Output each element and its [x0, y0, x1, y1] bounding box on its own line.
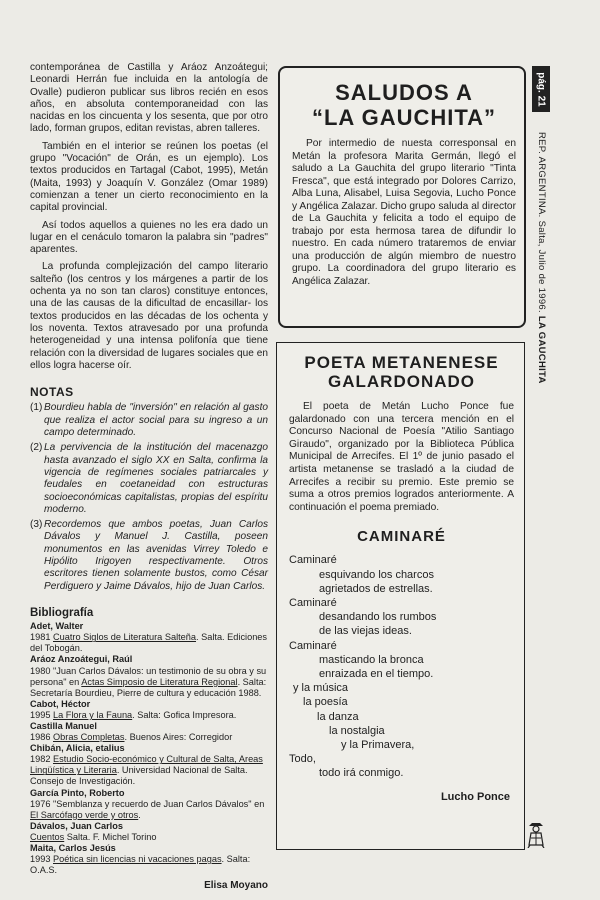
saludos-title-line1: SALUDOS A — [335, 80, 473, 105]
bibliography-author: García Pinto, Roberto — [30, 787, 125, 798]
poem-line: la nostalgia — [329, 724, 385, 737]
saludos-box — [278, 66, 526, 328]
bibliography-entry — [30, 621, 268, 654]
notes-heading: NOTAS — [30, 385, 74, 400]
bibliography-work-title: La Flora y la Fauna — [53, 709, 133, 720]
saludos-body: Por intermedio de nuesta corresponsal en Metán la profesora Marita Germán, llegó el saludo a La Gauchita del grupo literario "Tinta Fresca", que está integrado por Dolores Carrizo, Alba Luna, Alisabel, Luisa Segovia, Lucho Ponce y Angélica Zalazar. Dicho grupo saluda al director de La Gauchita y felicita a todo el equipo de trabajo por esta hermosa tarea de difundir lo nuestro. En cada número trataremos de enviar una producción de algún miembro de nuestro grupo. La coordinadora del grupo literario es Angélica Zalazar. — [292, 138, 516, 287]
bibliography-list — [30, 621, 268, 876]
poem-line: Caminaré — [289, 596, 337, 609]
bibliography-author: Adet, Walter — [30, 621, 84, 632]
bibliography-work-title: Obras Completas — [53, 732, 125, 743]
poem-line: masticando la bronca — [319, 653, 424, 666]
article-author: Elisa Moyano — [204, 880, 268, 892]
bibliography-author: Chibán, Alicia, etalius — [30, 743, 125, 754]
notes-list — [30, 402, 268, 592]
bibliography-reference: 1993 Poética sin licencias ni vacaciones pagas. Salta: O.A.S. — [30, 854, 251, 876]
bibliography-reference: 1995 La Flora y la Fauna. Salta: Gofica Impresora. — [30, 709, 237, 720]
bibliography-reference: 1980 "Juan Carlos Dávalos: un testimonio de su obra y su persona" en Actas Simposio de Literatura Regional. Salta: Secretaría Bourdieu, Pierre de cultura y educación 1988. — [30, 665, 267, 698]
bibliography-reference: 1986 Obras Completas. Buenos Aires: Corregidor — [30, 732, 233, 743]
poeta-title — [289, 353, 514, 391]
bibliography-reference: 1982 Estudio Socio-económico y Cultural de Salta, Areas Lingüística y Literaria. Universidad Nacional de Salta. Consejo de Investigación. — [30, 754, 263, 787]
note-text: La pervivencia de la institución del macenazgo hasta avanzado el siglo XX en Salta, confirma la vigencia de regímenes sociales patriarcales y feudales en coetaneidad con estructuras socioeconómicas capitalistas, propias del espíritu moderno. — [44, 442, 268, 515]
bibliography-work-title: Estudio Socio-económico y Cultural de Salta, Areas Lingüística y Literaria — [30, 754, 263, 776]
bibliography-entry — [30, 821, 268, 843]
running-header-publication: LA GAUCHITA — [536, 315, 547, 384]
bibliography-reference: 1981 Cuatro Siglos de Literatura Salteña. Salta. Ediciones del Tobogán. — [30, 632, 268, 654]
poem-title: CAMINARÉ — [357, 528, 446, 546]
poem — [289, 553, 514, 780]
poem-line: todo irá conmigo. — [319, 767, 404, 780]
bibliography-entry — [30, 788, 268, 821]
note-text: Recordemos que ambos poetas, Juan Carlos Dávalos y Manuel J. Castilla, poseen monumentos en las avenidas Virrey Toledo e Hipólito Irigoyen respectivamente. Otros escritores tienen solamente bustos, como César Perdiguero y Jaime Dávalos, hijo de Juan Carlos. — [44, 519, 268, 592]
poem-line: Caminaré — [289, 639, 337, 652]
poem-line: la poesía — [303, 696, 348, 709]
note-number: (3) — [30, 519, 43, 531]
poem-line: desandando los rumbos — [319, 611, 437, 624]
poem-line: agrietados de estrellas. — [319, 582, 433, 595]
running-header-place-date: REP. ARGENTINA. Salta, Julio de 1996. — [536, 132, 547, 313]
poem-line: enraizada en el tiempo. — [319, 667, 434, 680]
poem-line: esquivando los charcos — [319, 568, 434, 581]
saludos-title — [292, 80, 516, 130]
bibliography-author: Cabot, Héctor — [30, 698, 91, 709]
page-number: pág. 21 — [535, 71, 547, 107]
bibliography-work-title: El Sarcófago verde y otros — [30, 809, 139, 820]
poeta-box — [276, 342, 525, 850]
poeta-body: El poeta de Metán Lucho Ponce fue galardonado con una tercera mención en el Concurso Nacional de Poesía "Atilio Santiago Giraudo", organizado por la Biblioteca Pública Municipal de Arrecifes. El 1º de junio pasado el artista metanense se trasladó a la ciudad de Arrecifes a recibir su premio. Este premio se suma a otros premios logrados anteriormente. A continuación el poema premiado. — [289, 401, 514, 513]
note-text: Bourdieu habla de "inversión" en relación al gasto que realiza el actor social para su ingreso a un campo determinado. — [44, 402, 268, 439]
poem-line: Todo, — [289, 753, 316, 766]
bibliography-work-title: Cuentos — [30, 831, 65, 842]
note-item — [30, 402, 268, 439]
bibliography-entry — [30, 743, 268, 787]
note-number: (1) — [30, 402, 43, 414]
poem-line: Caminaré — [289, 554, 337, 567]
article-paragraph: contemporánea de Castilla y Aráoz Anzoátegui; Leonardi Herrán fue incluida en la antología de Ovalle) pudieron publicar sus libros recién en esos años, en absoluta contemporaneidad con las nacidas en los cincuenta y los sesenta, que por otro lado, forman grupos, editan revistas, abren talleres. — [30, 62, 268, 135]
saludos-title-line2: “LA GAUCHITA” — [311, 105, 497, 130]
bibliography-entry — [30, 721, 268, 743]
note-item — [30, 442, 268, 516]
note-number: (2) — [30, 442, 43, 454]
bibliography-author: Aráoz Anzoátegui, Raúl — [30, 654, 133, 665]
bibliography-author: Castilla Manuel — [30, 721, 97, 732]
article-paragraph: También en el interior se reúnen los poetas (el grupo "Vocación" de Orán, es un ejemplo). Los textos producidos en Tartagal (Cabot, 1995), Metán (Maita, 1993) y Joaquín V. González (Omar 1989) comienzan a tener un cierto reconocimiento en la capital provincial. — [30, 140, 268, 214]
left-column — [30, 62, 268, 893]
article-paragraph: La profunda complejización del campo literario salteño (los centros y los márgenes a partir de los ochenta ya no son tan claros) constituye entonces, una de las causas de la dificultad de encasillar- los textos producidos en las décadas de los ochenta y los noventa. Textos atravesado por una profunda heterogeneidad y una intensa polifonía que tiene relación con la diversidad de lugares sociales que en ellos logra hacerse oír. — [30, 261, 268, 371]
bibliography-work-title: Actas Simposio de Literatura Regional — [81, 676, 238, 687]
poem-line: y la música — [293, 682, 349, 695]
bibliography-reference: 1976 "Semblanza y recuerdo de Juan Carlos Dávalos" en El Sarcófago verde y otros. — [30, 798, 265, 820]
page-number-tab — [532, 66, 550, 112]
poeta-title-line1: POETA METANENESE — [304, 353, 499, 372]
bibliography-heading: Bibliografía — [30, 606, 94, 619]
poem-line: y la Primavera, — [341, 738, 415, 751]
bibliography-entry — [30, 843, 268, 876]
poeta-title-line2: GALARDONADO — [328, 372, 475, 391]
gaucho-mascot-icon — [526, 818, 546, 848]
bibliography-entry — [30, 699, 268, 721]
poem-line: de las viejas ideas. — [319, 625, 412, 638]
poem-author: Lucho Ponce — [440, 790, 510, 803]
running-header-text — [536, 132, 547, 384]
bibliography-author: Maita, Carlos Jesús — [30, 843, 116, 854]
poem-line: la danza — [317, 710, 359, 723]
bibliography-entry — [30, 654, 268, 698]
note-item — [30, 519, 268, 593]
bibliography-work-title: Cuatro Siglos de Literatura Salteña — [53, 632, 197, 643]
bibliography-work-title: Poética sin licencias ni vacaciones pagas — [53, 854, 222, 865]
bibliography-reference: Cuentos Salta. F. Michel Torino — [30, 831, 157, 842]
article-paragraph: Así todos aquellos a quienes no les era dado un lugar en el cenáculo tomaron la palabra sin "padres" aparentes. — [30, 219, 268, 256]
bibliography-author: Dávalos, Juan Carlos — [30, 820, 123, 831]
